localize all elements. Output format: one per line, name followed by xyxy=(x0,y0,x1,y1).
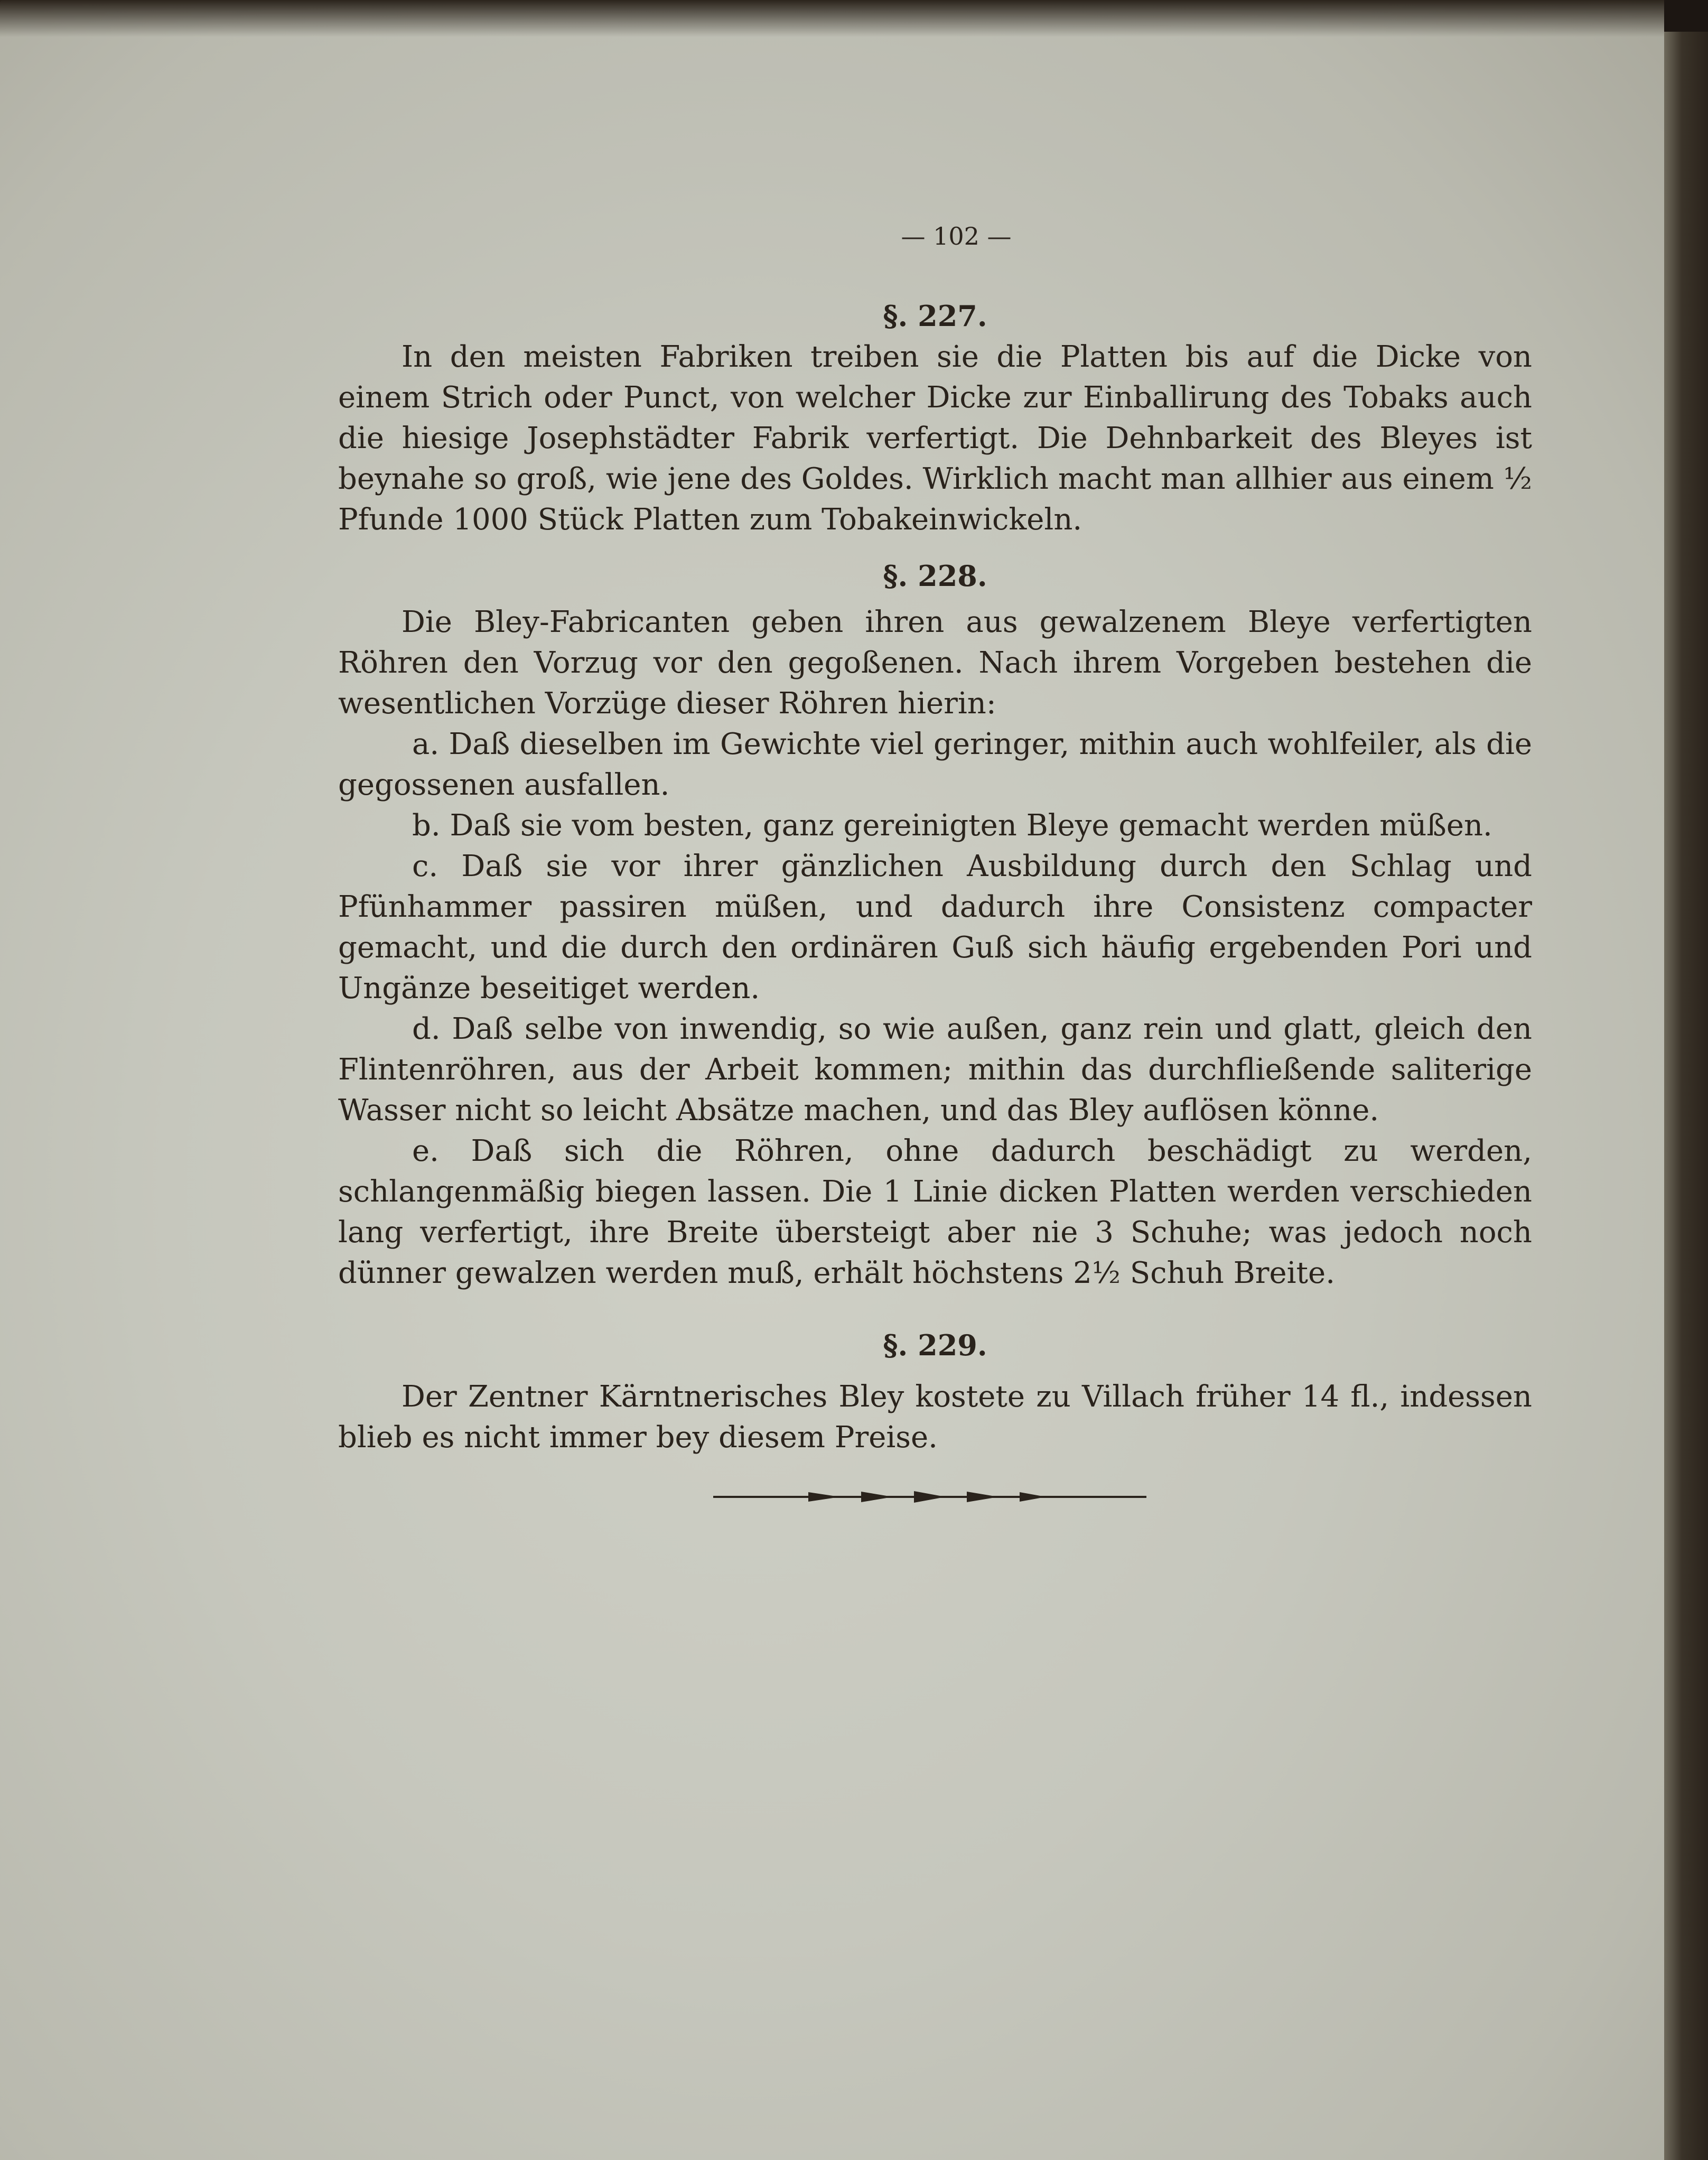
list-item-e: e. Daß sich die Röhren, ohne dadurch beschädigt zu werden, schlangenmäßig biegen lassen. Die 1 Linie dicken Platten werden verschieden lang verfertigt, ihre Breite übersteigt aber nie 3 Schuhe; was jedoch noch dünner gewalzen werden muß, erhält höchstens 2½ Schuh Breite. xyxy=(338,1134,1532,1290)
paragraph-228: Die Bley-Fabricanten geben ihren aus gewalzenem Bleye verfertigten Röhren den Vorzug vor den gegoßenen. Nach ihrem Vorgeben bestehen die wesentlichen Vorzüge dieser Röhren hierin: xyxy=(338,605,1532,721)
section-heading-229: §. 229. xyxy=(883,1328,987,1362)
text-body xyxy=(338,211,1532,1458)
ornamental-divider xyxy=(713,1490,1146,1504)
list-item-b: b. Daß sie vom besten, ganz gereinigten Bleye gemacht werden müßen. xyxy=(412,808,1492,843)
paragraph-227: In den meisten Fabriken treiben sie die Platten bis auf die Dicke von einem Strich oder Punct, von welcher Dicke zur Einballirung des Tobaks auch die hiesige Josephstädter Fabrik verfertigt. Die Dehnbarkeit des Bleyes ist beynahe so groß, wie jene des Goldes. Wirklich macht man allhier aus einem ½ Pfunde 1000 Stück Platten zum Tobakeinwickeln. xyxy=(338,340,1532,537)
page-number: — 102 — xyxy=(901,222,1012,250)
list-item-c: c. Daß sie vor ihrer gänzlichen Ausbildung durch den Schlag und Pfünhammer passiren müßen, und dadurch ihre Consistenz compacter gemacht, und die durch den ordinären Guß sich häufig ergebenden Pori und Ungänze beseitiget werden. xyxy=(338,849,1532,1005)
list-item-d: d. Daß selbe von inwendig, so wie außen, ganz rein und glatt, gleich den Flintenröhren, aus der Arbeit kommen; mithin das durchfließende saliterige Wasser nicht so leicht Absätze machen, und das Bley auflösen könne. xyxy=(338,1012,1532,1128)
list-item-a: a. Daß dieselben im Gewichte viel geringer, mithin auch wohlfeiler, als die gegossenen ausfallen. xyxy=(338,727,1532,802)
section-heading-227: §. 227. xyxy=(883,299,987,333)
section-heading-228: §. 228. xyxy=(883,559,987,593)
top-edge-shadow xyxy=(0,0,1664,37)
book-gutter xyxy=(1664,32,1708,2160)
paragraph-229: Der Zentner Kärntnerisches Bley kostete zu Villach früher 14 fl., indessen blieb es nicht immer bey diesem Preise. xyxy=(338,1380,1532,1455)
